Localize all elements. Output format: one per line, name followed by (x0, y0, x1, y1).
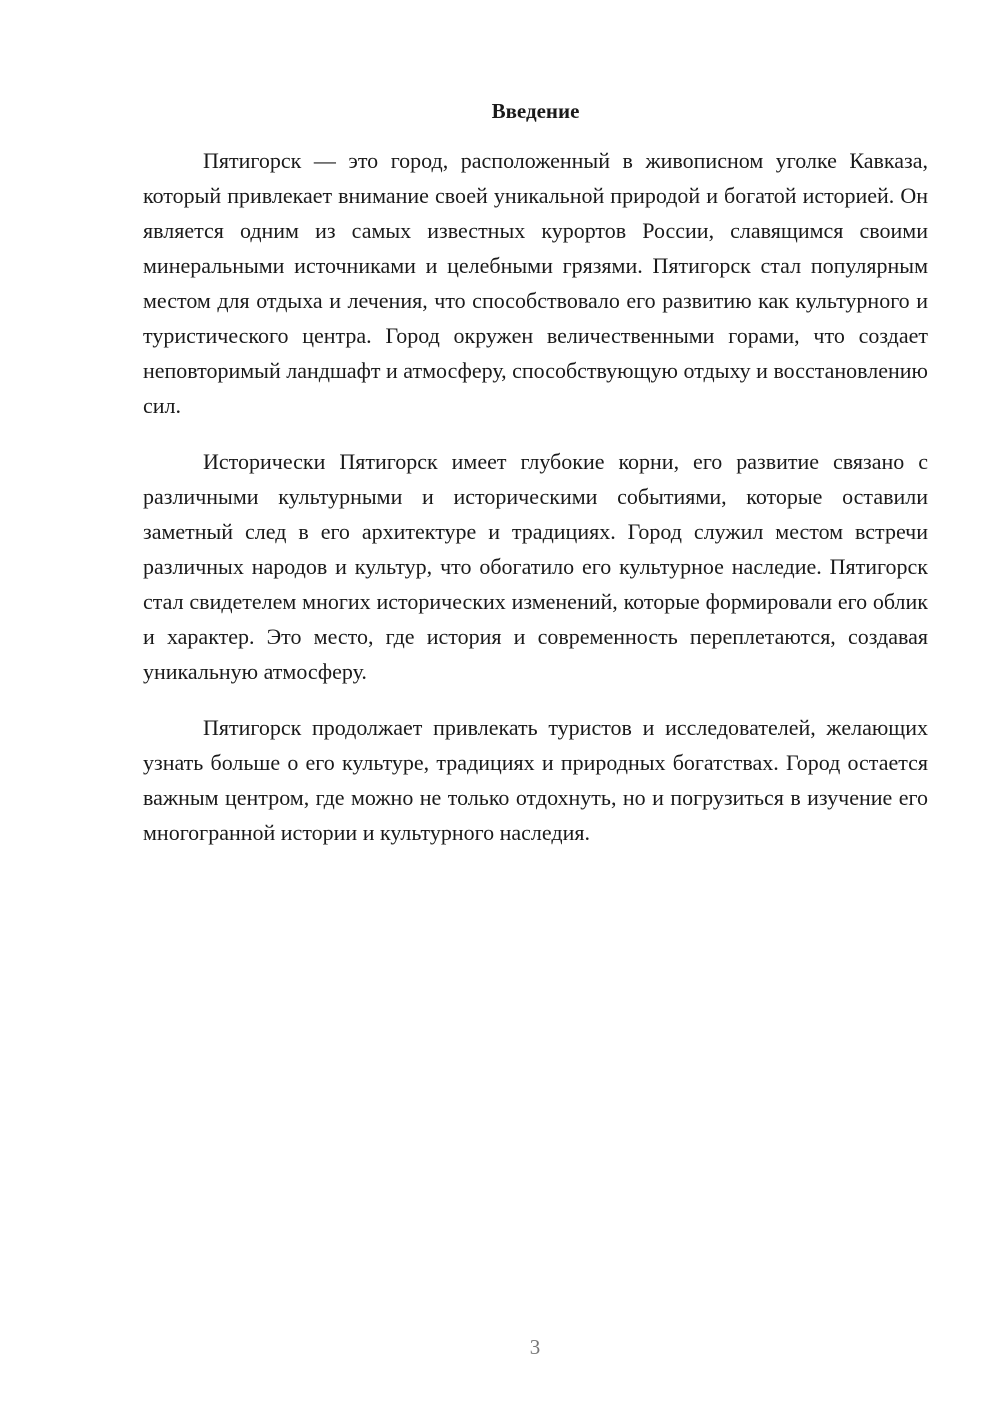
paragraph-3: Пятигорск продолжает привлекать туристов и исследователей, желающих узнать больше о его культуре, традициях и природных богатствах. Город остается важным центром, где можно не только отдохнуть, но и погрузиться в изучение его многогранной истории и культурного наследия. (143, 715, 928, 845)
paragraph-1: Пятигорск — это город, расположенный в живописном уголке Кавказа, который привлекает внимание своей уникальной природой и богатой историей. Он является одним из самых известных курортов России, славящимся своими минеральными источниками и целебными грязями. Пятигорск стал популярным местом для отдыха и лечения, что способствовало его развитию как культурного и туристического центра. Город окружен величественными горами, что создает неповторимый ландшафт и атмосферу, способствующую отдыху и восстановлению сил. (143, 148, 928, 418)
page-number: 3 (529, 1335, 541, 1359)
paragraph-2: Исторически Пятигорск имеет глубокие корни, его развитие связано с различными культурными и историческими событиями, которые оставили заметный след в его архитектуре и традициях. Город служил местом встречи различных народов и культур, что обогатило его культурное наследие. Пятигорск стал свидетелем многих исторических изменений, которые формировали его облик и характер. Это место, где история и современность переплетаются, создавая уникальную атмосферу. (143, 449, 928, 684)
section-heading: Введение (491, 99, 580, 123)
body-text (143, 143, 928, 871)
